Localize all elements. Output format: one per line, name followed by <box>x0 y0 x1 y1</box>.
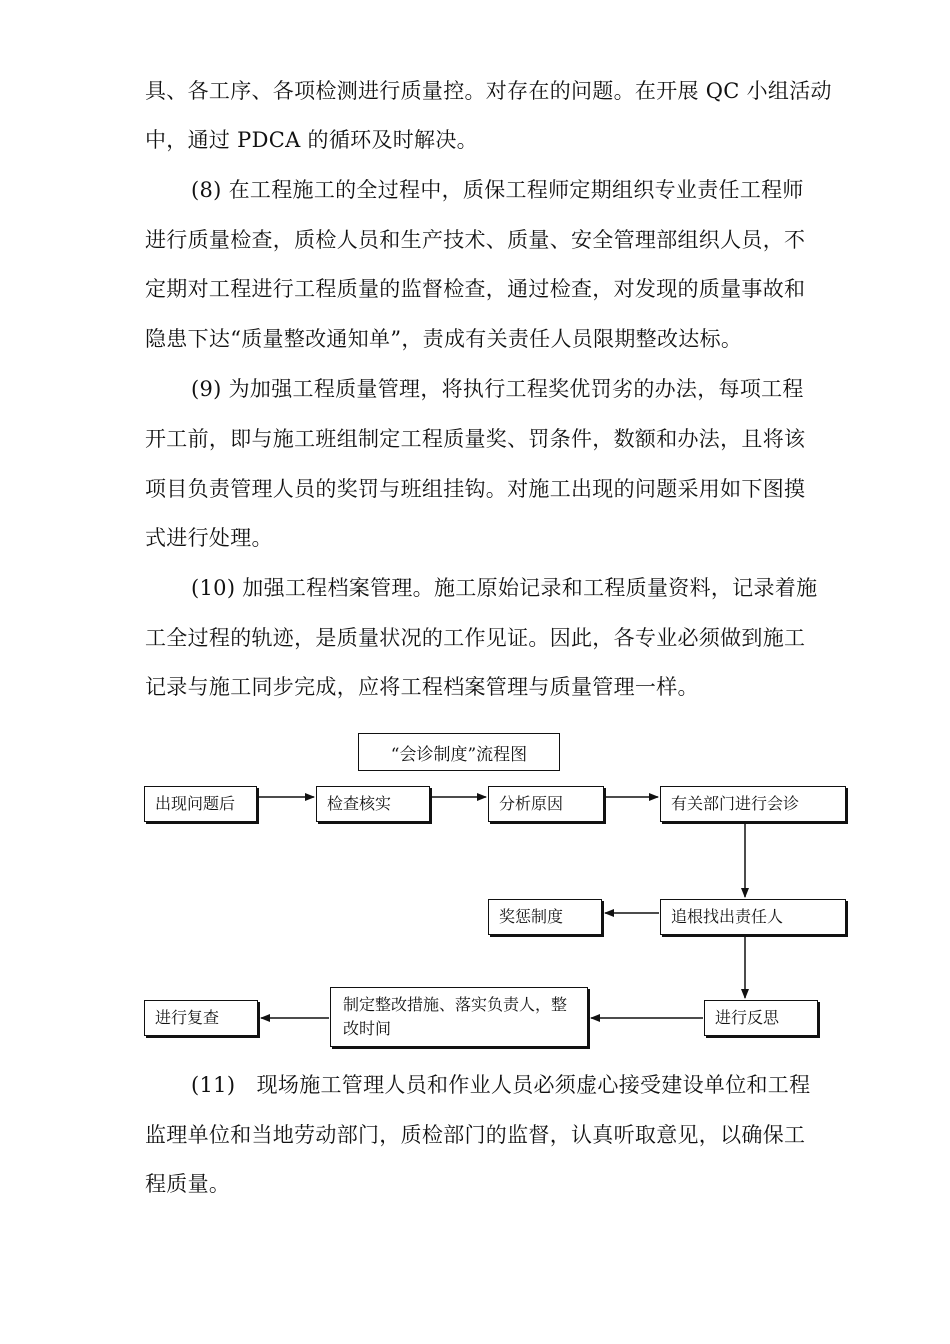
paragraph-7-line-1: 具、各工序、各项检测进行质量控。对存在的问题。在开展 QC 小组活动 <box>145 79 832 103</box>
node-trace: 追根找出责任人 <box>660 899 846 935</box>
node-analyze: 分析原因 <box>488 786 604 822</box>
paragraph-11-line-1: (11) 现场施工管理人员和作业人员必须虚心接受建设单位和工程 <box>191 1073 811 1097</box>
paragraph-9-line-3: 项目负责管理人员的奖罚与班组挂钩。对施工出现的问题采用如下图摸 <box>145 477 806 501</box>
flowchart-title: “会诊制度”流程图 <box>358 733 560 771</box>
paragraph-8-line-4: 隐患下达“质量整改通知单”，责成有关责任人员限期整改达标。 <box>145 327 743 351</box>
paragraph-9-line-2: 开工前，即与施工班组制定工程质量奖、罚条件，数额和办法，且将该 <box>145 427 806 451</box>
node-verify: 检查核实 <box>316 786 430 822</box>
node-reflect: 进行反思 <box>704 1000 818 1036</box>
paragraph-10-line-1: (10) 加强工程档案管理。施工原始记录和工程质量资料，记录着施 <box>191 576 818 600</box>
paragraph-8-line-3: 定期对工程进行工程质量的监督检查，通过检查，对发现的质量事故和 <box>145 277 806 301</box>
node-recheck: 进行复查 <box>144 1000 258 1036</box>
paragraph-8-line-2: 进行质量检查，质检人员和生产技术、质量、安全管理部组织人员，不 <box>145 228 806 252</box>
node-reward: 奖惩制度 <box>488 899 602 935</box>
node-consult: 有关部门进行会诊 <box>660 786 846 822</box>
paragraph-7-line-2: 中，通过 PDCA 的循环及时解决。 <box>145 128 478 152</box>
node-problem: 出现问题后 <box>144 786 257 822</box>
paragraph-8-line-1: (8) 在工程施工的全过程中，质保工程师定期组织专业责任工程师 <box>191 178 804 202</box>
paragraph-10-line-2: 工全过程的轨迹，是质量状况的工作见证。因此，各专业必须做到施工 <box>145 626 806 650</box>
paragraph-11-line-2: 监理单位和当地劳动部门，质检部门的监督，认真听取意见，以确保工 <box>145 1123 806 1147</box>
paragraph-11-line-3: 程质量。 <box>145 1172 231 1196</box>
paragraph-9-line-1: (9) 为加强工程质量管理，将执行工程奖优罚劣的办法，每项工程 <box>191 377 804 401</box>
paragraph-9-line-4: 式进行处理。 <box>145 526 273 550</box>
node-measures: 制定整改措施、落实负责人，整改时间 <box>330 987 588 1047</box>
paragraph-10-line-3: 记录与施工同步完成，应将工程档案管理与质量管理一样。 <box>145 675 699 699</box>
